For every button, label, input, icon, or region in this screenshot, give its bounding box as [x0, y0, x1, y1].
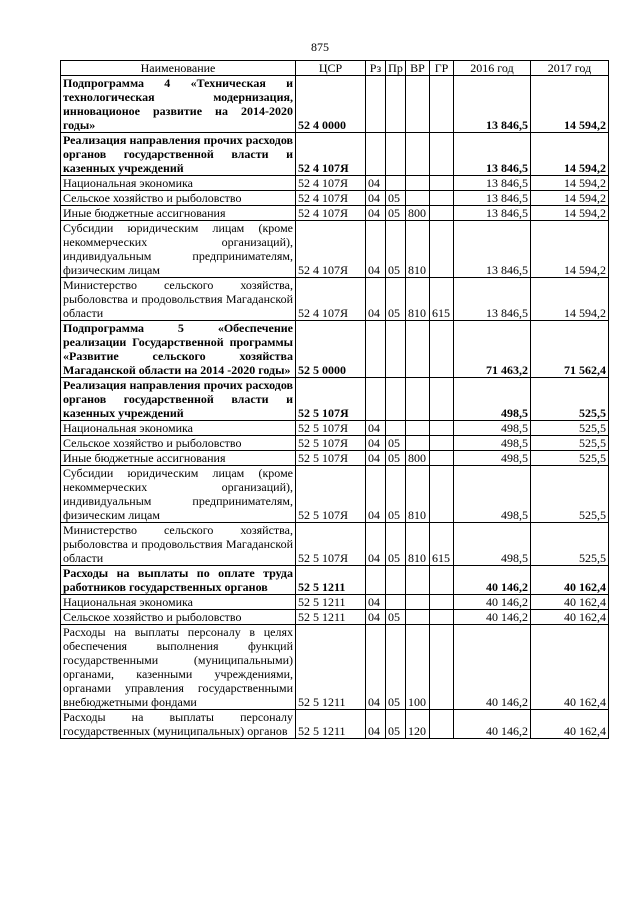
- cell-csr: 52 5 107Я: [296, 466, 366, 523]
- cell-y2017: 525,5: [531, 378, 609, 421]
- cell-y2017: 14 594,2: [531, 278, 609, 321]
- table-row: [61, 206, 609, 221]
- header-pr: Пр: [386, 61, 406, 76]
- cell-y2017: 525,5: [531, 523, 609, 566]
- cell-vr: [406, 566, 430, 595]
- cell-csr: 52 4 107Я: [296, 133, 366, 176]
- cell-y2017: 525,5: [531, 436, 609, 451]
- table-row: [61, 523, 609, 566]
- cell-vr: [406, 421, 430, 436]
- cell-rz: 04: [366, 421, 386, 436]
- cell-pr: 05: [386, 206, 406, 221]
- cell-csr: 52 5 1211: [296, 610, 366, 625]
- table-row: [61, 566, 609, 595]
- cell-rz: 04: [366, 523, 386, 566]
- cell-rz: 04: [366, 625, 386, 710]
- cell-pr: [386, 133, 406, 176]
- cell-rz: 04: [366, 595, 386, 610]
- cell-y2016: 13 846,5: [454, 221, 531, 278]
- table-row: [61, 191, 609, 206]
- cell-y2017: 14 594,2: [531, 191, 609, 206]
- cell-gr: [430, 466, 454, 523]
- table-row: [61, 278, 609, 321]
- cell-vr: 810: [406, 221, 430, 278]
- cell-y2017: 71 562,4: [531, 321, 609, 378]
- cell-rz: 04: [366, 206, 386, 221]
- cell-name: Министерство сельского хозяйства, рыболовства и продовольствия Магаданской области: [61, 278, 296, 321]
- cell-y2016: 498,5: [454, 523, 531, 566]
- cell-name: Сельское хозяйство и рыболовство: [61, 436, 296, 451]
- cell-pr: [386, 378, 406, 421]
- cell-gr: [430, 176, 454, 191]
- cell-y2016: 498,5: [454, 378, 531, 421]
- cell-y2016: 498,5: [454, 466, 531, 523]
- cell-pr: 05: [386, 625, 406, 710]
- cell-csr: 52 5 1211: [296, 710, 366, 739]
- cell-csr: 52 4 107Я: [296, 278, 366, 321]
- cell-gr: [430, 625, 454, 710]
- cell-rz: 04: [366, 221, 386, 278]
- cell-gr: [430, 378, 454, 421]
- cell-csr: 52 4 107Я: [296, 221, 366, 278]
- table-header-row: [61, 61, 609, 76]
- cell-gr: [430, 436, 454, 451]
- cell-vr: 120: [406, 710, 430, 739]
- cell-gr: [430, 595, 454, 610]
- cell-pr: 05: [386, 523, 406, 566]
- cell-pr: 05: [386, 221, 406, 278]
- cell-y2016: 498,5: [454, 421, 531, 436]
- cell-y2017: 40 162,4: [531, 566, 609, 595]
- cell-rz: [366, 321, 386, 378]
- cell-name: Иные бюджетные ассигнования: [61, 451, 296, 466]
- cell-csr: 52 5 107Я: [296, 421, 366, 436]
- cell-pr: 05: [386, 436, 406, 451]
- header-2016: 2016 год: [454, 61, 531, 76]
- cell-gr: 615: [430, 523, 454, 566]
- cell-name: Министерство сельского хозяйства, рыболовства и продовольствия Магаданской области: [61, 523, 296, 566]
- cell-y2017: 14 594,2: [531, 206, 609, 221]
- cell-csr: 52 4 107Я: [296, 191, 366, 206]
- cell-name: Подпрограмма 5 «Обеспечение реализации Государственной программы «Развитие сельского хозяйства Магаданской области на 2014 -2020 годы»: [61, 321, 296, 378]
- cell-y2016: 13 846,5: [454, 176, 531, 191]
- cell-gr: [430, 321, 454, 378]
- cell-csr: 52 5 1211: [296, 595, 366, 610]
- cell-gr: [430, 76, 454, 133]
- table-row: [61, 595, 609, 610]
- cell-y2016: 40 146,2: [454, 595, 531, 610]
- table-row: [61, 321, 609, 378]
- cell-name: Реализация направления прочих расходов органов государственной власти и казенных учреждений: [61, 378, 296, 421]
- cell-name: Субсидии юридическим лицам (кроме некоммерческих организаций), индивидуальным предпринимателям, физическим лицам: [61, 466, 296, 523]
- cell-name: Национальная экономика: [61, 421, 296, 436]
- cell-pr: [386, 595, 406, 610]
- cell-gr: [430, 421, 454, 436]
- cell-y2017: 525,5: [531, 451, 609, 466]
- cell-gr: [430, 191, 454, 206]
- cell-gr: [430, 566, 454, 595]
- cell-name: Иные бюджетные ассигнования: [61, 206, 296, 221]
- cell-vr: [406, 176, 430, 191]
- cell-vr: [406, 76, 430, 133]
- cell-pr: [386, 566, 406, 595]
- cell-rz: [366, 566, 386, 595]
- cell-name: Расходы на выплаты по оплате труда работников государственных органов: [61, 566, 296, 595]
- cell-rz: 04: [366, 710, 386, 739]
- cell-csr: 52 5 107Я: [296, 436, 366, 451]
- header-rz: Рз: [366, 61, 386, 76]
- cell-y2017: 525,5: [531, 421, 609, 436]
- cell-gr: 615: [430, 278, 454, 321]
- cell-pr: [386, 421, 406, 436]
- cell-csr: 52 4 0000: [296, 76, 366, 133]
- cell-gr: [430, 451, 454, 466]
- cell-pr: 05: [386, 278, 406, 321]
- cell-y2016: 13 846,5: [454, 133, 531, 176]
- table-row: [61, 451, 609, 466]
- cell-pr: [386, 76, 406, 133]
- cell-vr: 800: [406, 451, 430, 466]
- table-row: [61, 466, 609, 523]
- cell-y2017: 14 594,2: [531, 133, 609, 176]
- cell-y2017: 525,5: [531, 466, 609, 523]
- cell-gr: [430, 206, 454, 221]
- cell-y2017: 40 162,4: [531, 625, 609, 710]
- cell-y2016: 40 146,2: [454, 610, 531, 625]
- cell-y2016: 71 463,2: [454, 321, 531, 378]
- table-row: [61, 378, 609, 421]
- cell-csr: 52 5 0000: [296, 321, 366, 378]
- table-row: [61, 221, 609, 278]
- cell-rz: 04: [366, 191, 386, 206]
- cell-name: Национальная экономика: [61, 176, 296, 191]
- cell-name: Национальная экономика: [61, 595, 296, 610]
- cell-csr: 52 5 107Я: [296, 523, 366, 566]
- table-row: [61, 76, 609, 133]
- cell-name: Подпрограмма 4 «Техническая и технологическая модернизация, инновационое развитие на 2014-2020 годы»: [61, 76, 296, 133]
- cell-rz: 04: [366, 451, 386, 466]
- cell-y2016: 13 846,5: [454, 76, 531, 133]
- cell-csr: 52 5 107Я: [296, 451, 366, 466]
- cell-vr: [406, 610, 430, 625]
- cell-gr: [430, 221, 454, 278]
- cell-vr: 810: [406, 466, 430, 523]
- cell-csr: 52 4 107Я: [296, 176, 366, 191]
- cell-y2016: 13 846,5: [454, 191, 531, 206]
- table-row: [61, 133, 609, 176]
- header-csr: ЦСР: [296, 61, 366, 76]
- cell-rz: [366, 76, 386, 133]
- budget-table: [60, 60, 609, 739]
- cell-y2017: 40 162,4: [531, 595, 609, 610]
- cell-vr: 800: [406, 206, 430, 221]
- table-body: [61, 76, 609, 739]
- cell-y2016: 40 146,2: [454, 566, 531, 595]
- cell-vr: 810: [406, 278, 430, 321]
- header-name: Наименование: [61, 61, 296, 76]
- cell-pr: [386, 176, 406, 191]
- cell-rz: 04: [366, 176, 386, 191]
- cell-name: Сельское хозяйство и рыболовство: [61, 610, 296, 625]
- cell-rz: 04: [366, 436, 386, 451]
- cell-rz: 04: [366, 466, 386, 523]
- cell-name: Расходы на выплаты персоналу в целях обеспечения выполнения функций государственными (муниципальными) органами, казенными учреждениями, органами управления государственными внебюджетными фондами: [61, 625, 296, 710]
- cell-pr: 05: [386, 710, 406, 739]
- cell-pr: 05: [386, 466, 406, 523]
- table-row: [61, 710, 609, 739]
- cell-rz: [366, 133, 386, 176]
- cell-csr: 52 5 107Я: [296, 378, 366, 421]
- cell-csr: 52 4 107Я: [296, 206, 366, 221]
- table-row: [61, 436, 609, 451]
- table-row: [61, 625, 609, 710]
- cell-vr: [406, 321, 430, 378]
- cell-gr: [430, 610, 454, 625]
- cell-y2017: 40 162,4: [531, 710, 609, 739]
- cell-rz: [366, 378, 386, 421]
- cell-vr: [406, 133, 430, 176]
- cell-rz: 04: [366, 610, 386, 625]
- cell-pr: 05: [386, 451, 406, 466]
- cell-vr: [406, 595, 430, 610]
- header-gr: ГР: [430, 61, 454, 76]
- cell-y2016: 498,5: [454, 436, 531, 451]
- header-vr: ВР: [406, 61, 430, 76]
- cell-y2017: 14 594,2: [531, 221, 609, 278]
- cell-pr: 05: [386, 610, 406, 625]
- cell-rz: 04: [366, 278, 386, 321]
- cell-gr: [430, 133, 454, 176]
- table-row: [61, 176, 609, 191]
- cell-csr: 52 5 1211: [296, 625, 366, 710]
- cell-y2016: 13 846,5: [454, 278, 531, 321]
- cell-y2016: 40 146,2: [454, 710, 531, 739]
- table-row: [61, 610, 609, 625]
- table-row: [61, 421, 609, 436]
- cell-csr: 52 5 1211: [296, 566, 366, 595]
- cell-y2016: 40 146,2: [454, 625, 531, 710]
- cell-name: Расходы на выплаты персоналу государственных (муниципальных) органов: [61, 710, 296, 739]
- header-2017: 2017 год: [531, 61, 609, 76]
- cell-vr: 810: [406, 523, 430, 566]
- cell-y2017: 14 594,2: [531, 176, 609, 191]
- cell-vr: [406, 378, 430, 421]
- cell-y2016: 13 846,5: [454, 206, 531, 221]
- cell-y2017: 40 162,4: [531, 610, 609, 625]
- cell-vr: [406, 436, 430, 451]
- cell-gr: [430, 710, 454, 739]
- cell-vr: [406, 191, 430, 206]
- cell-name: Субсидии юридическим лицам (кроме некоммерческих организаций), индивидуальным предпринимателям, физическим лицам: [61, 221, 296, 278]
- cell-name: Сельское хозяйство и рыболовство: [61, 191, 296, 206]
- cell-name: Реализация направления прочих расходов органов государственной власти и казенных учреждений: [61, 133, 296, 176]
- cell-y2016: 498,5: [454, 451, 531, 466]
- page-number: 875: [311, 40, 329, 54]
- cell-y2017: 14 594,2: [531, 76, 609, 133]
- cell-vr: 100: [406, 625, 430, 710]
- cell-pr: [386, 321, 406, 378]
- cell-pr: 05: [386, 191, 406, 206]
